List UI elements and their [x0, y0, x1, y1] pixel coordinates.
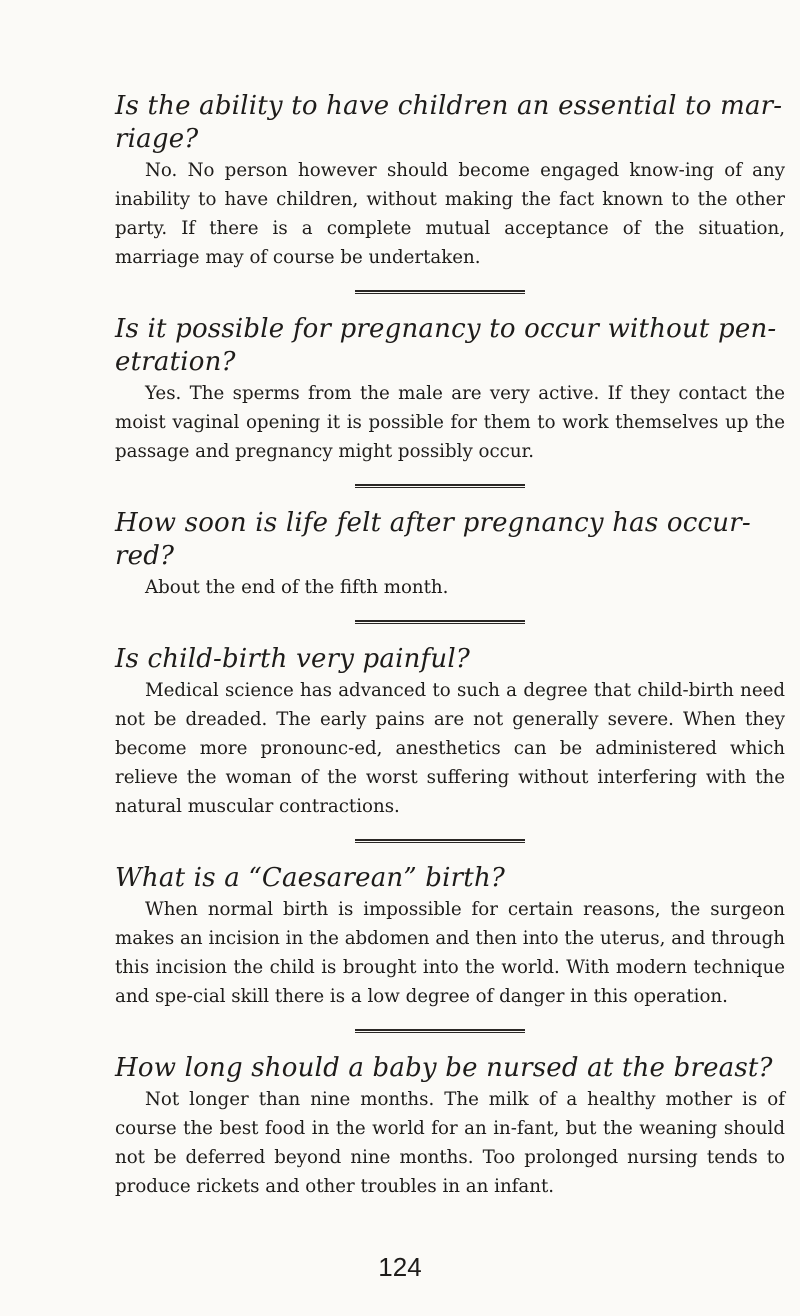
qa-section-life-felt	[115, 507, 785, 602]
question-heading: Is child-birth very painful?	[115, 644, 470, 674]
question-heading: How soon is life felt after pregnancy has occur-red?	[115, 508, 751, 571]
qa-section-penetration	[115, 313, 785, 466]
section-divider	[355, 1029, 525, 1033]
answer-text: Not longer than nine months. The milk of a healthy mother is of course the best food in the world for an in-fant, but the weaning should not be deferred beyond nine months. Too prolonged nursing tends to produce rickets and other troubles in an infant.	[115, 1089, 785, 1197]
question-heading: Is the ability to have children an essential to mar-riage?	[115, 91, 783, 154]
question-heading: Is it possible for pregnancy to occur without pen-etration?	[115, 314, 777, 377]
question-heading: How long should a baby be nursed at the breast?	[115, 1053, 773, 1083]
section-divider	[355, 290, 525, 294]
answer-text: Medical science has advanced to such a degree that child-birth need not be dreaded. The early pains are not generally severe. When they become more pronounc-ed, anesthetics can be administered which relieve the woman of the worst suffering without interfering with the natural muscular contractions.	[115, 680, 785, 817]
answer-text: Yes. The sperms from the male are very active. If they contact the moist vaginal opening it is possible for them to work themselves up the passage and pregnancy might possibly occur.	[115, 383, 785, 462]
page-body	[115, 90, 785, 1201]
page-number: 124	[378, 1252, 422, 1282]
qa-section-child-birth	[115, 643, 785, 821]
answer-text: No. No person however should become engaged know-ing of any inability to have children, without making the fact known to the other party. If there is a complete mutual acceptance of the situation, marriage may of course be undertaken.	[115, 160, 785, 268]
section-divider	[355, 839, 525, 843]
section-divider	[355, 484, 525, 488]
qa-section-caesarean	[115, 862, 785, 1011]
qa-section-marriage	[115, 90, 785, 272]
question-heading: What is a “Caesarean” birth?	[115, 863, 506, 893]
qa-section-nursing	[115, 1052, 785, 1201]
answer-text: About the end of the fifth month.	[145, 577, 449, 598]
section-divider	[355, 620, 525, 624]
answer-text: When normal birth is impossible for certain reasons, the surgeon makes an incision in the abdomen and then into the uterus, and through this incision the child is brought into the world. With modern technique and spe-cial skill there is a low degree of danger in this operation.	[115, 899, 785, 1007]
